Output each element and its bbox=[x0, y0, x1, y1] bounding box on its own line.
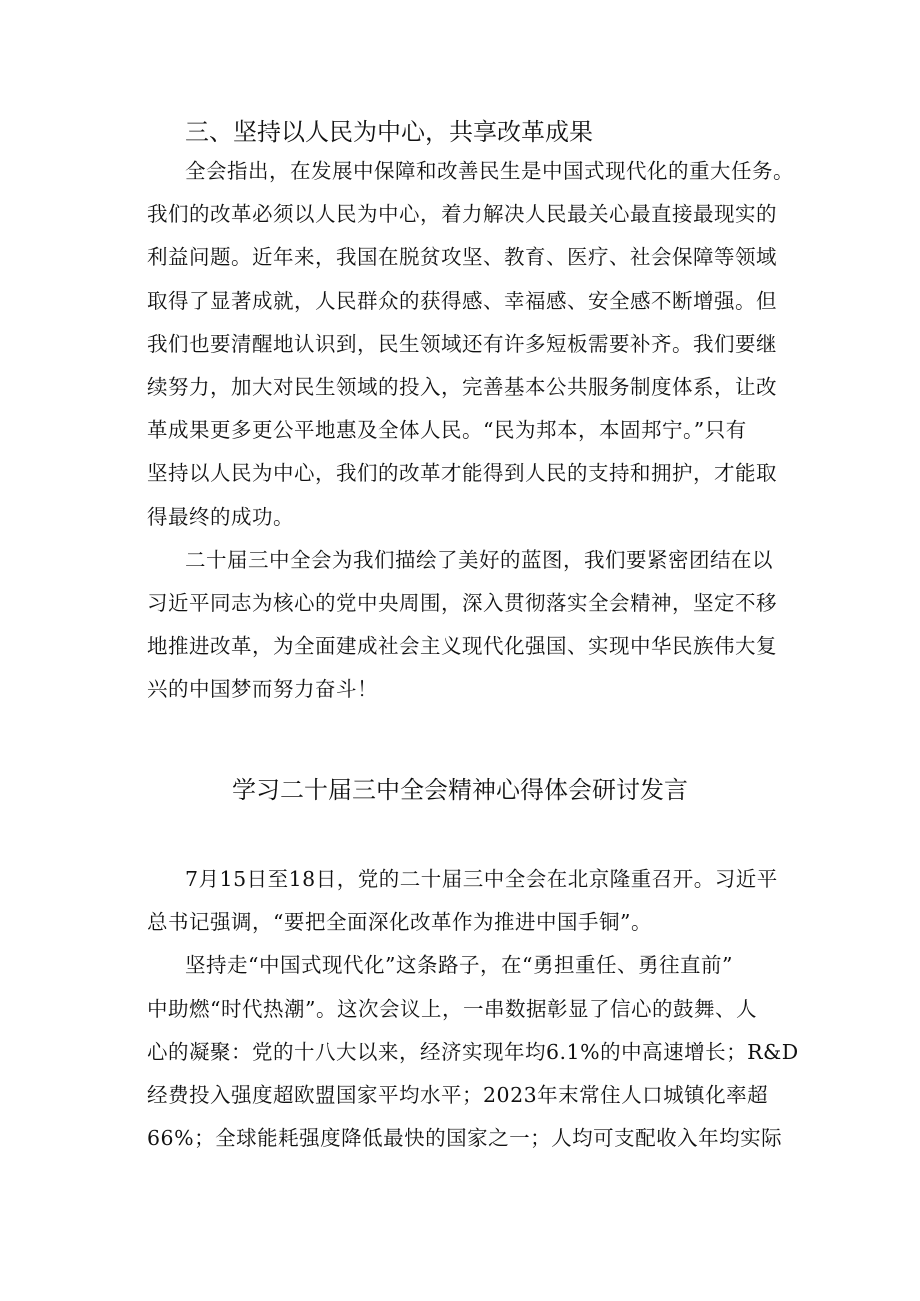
paragraph-line: 二十届三中全会为我们描绘了美好的蓝图，我们要紧密团结在以 bbox=[185, 547, 773, 572]
paragraph-line: 习近平同志为核心的党中央周围，深入贯彻落实全会精神，坚定不移 bbox=[147, 590, 777, 615]
paragraph-line: 66%；全球能耗强度降低最快的国家之一；人均可支配收入年均实际 bbox=[147, 1126, 783, 1151]
paragraph-line: 心的凝聚：党的十八大以来，经济实现年均6.1%的中高速增长；R&D bbox=[147, 1039, 799, 1064]
paragraph-line: 续努力，加大对民生领域的投入，完善基本公共服务制度体系，让改 bbox=[147, 374, 777, 399]
paragraph-line: 取得了显著成就，人民群众的获得感、幸福感、安全感不断增强。但 bbox=[147, 288, 777, 313]
paragraph-line: 我们也要清醒地认识到，民生领域还有许多短板需要补齐。我们要继 bbox=[147, 331, 777, 356]
paragraph-line: 7月15日至18日，党的二十届三中全会在北京隆重召开。习近平 bbox=[185, 867, 778, 891]
paragraph-line: 坚持以人民为中心，我们的改革才能得到人民的支持和拥护，才能取 bbox=[147, 461, 777, 486]
document-title: 学习二十届三中全会精神心得体会研讨发言 bbox=[232, 776, 688, 804]
paragraph-line: 地推进改革，为全面建成社会主义现代化强国、实现中华民族伟大复 bbox=[147, 634, 777, 659]
paragraph-line: 我们的改革必须以人民为中心，着力解决人民最关心最直接最现实的 bbox=[147, 202, 777, 227]
paragraph-line: 经费投入强度超欧盟国家平均水平；2023年末常住人口城镇化率超 bbox=[147, 1082, 769, 1107]
paragraph-line: 兴的中国梦而努力奋斗！ bbox=[147, 677, 378, 702]
paragraph-line: 坚持走“中国式现代化”这条路子，在“勇担重任、勇往直前” bbox=[185, 953, 733, 978]
paragraph-line: 全会指出，在发展中保障和改善民生是中国式现代化的重大任务。 bbox=[185, 159, 794, 183]
paragraph-line: 中助燃“时代热潮”。这次会议上，一串数据彰显了信心的鼓舞、人 bbox=[147, 996, 757, 1021]
body-text-block-two bbox=[147, 858, 827, 1160]
paragraph-line: 利益问题。近年来，我国在脱贫攻坚、教育、医疗、社会保障等领域 bbox=[147, 245, 777, 270]
paragraph-line: 革成果更多更公平地惠及全体人民。“民为邦本，本固邦宁。”只有 bbox=[147, 418, 747, 443]
paragraph-line: 得最终的成功。 bbox=[147, 504, 294, 529]
paragraph-line: 总书记强调，“要把全面深化改革作为推进中国手铜”。 bbox=[147, 910, 652, 935]
body-text-block-one bbox=[147, 150, 827, 711]
section-heading: 三、坚持以人民为中心，共享改革成果 bbox=[185, 118, 593, 146]
